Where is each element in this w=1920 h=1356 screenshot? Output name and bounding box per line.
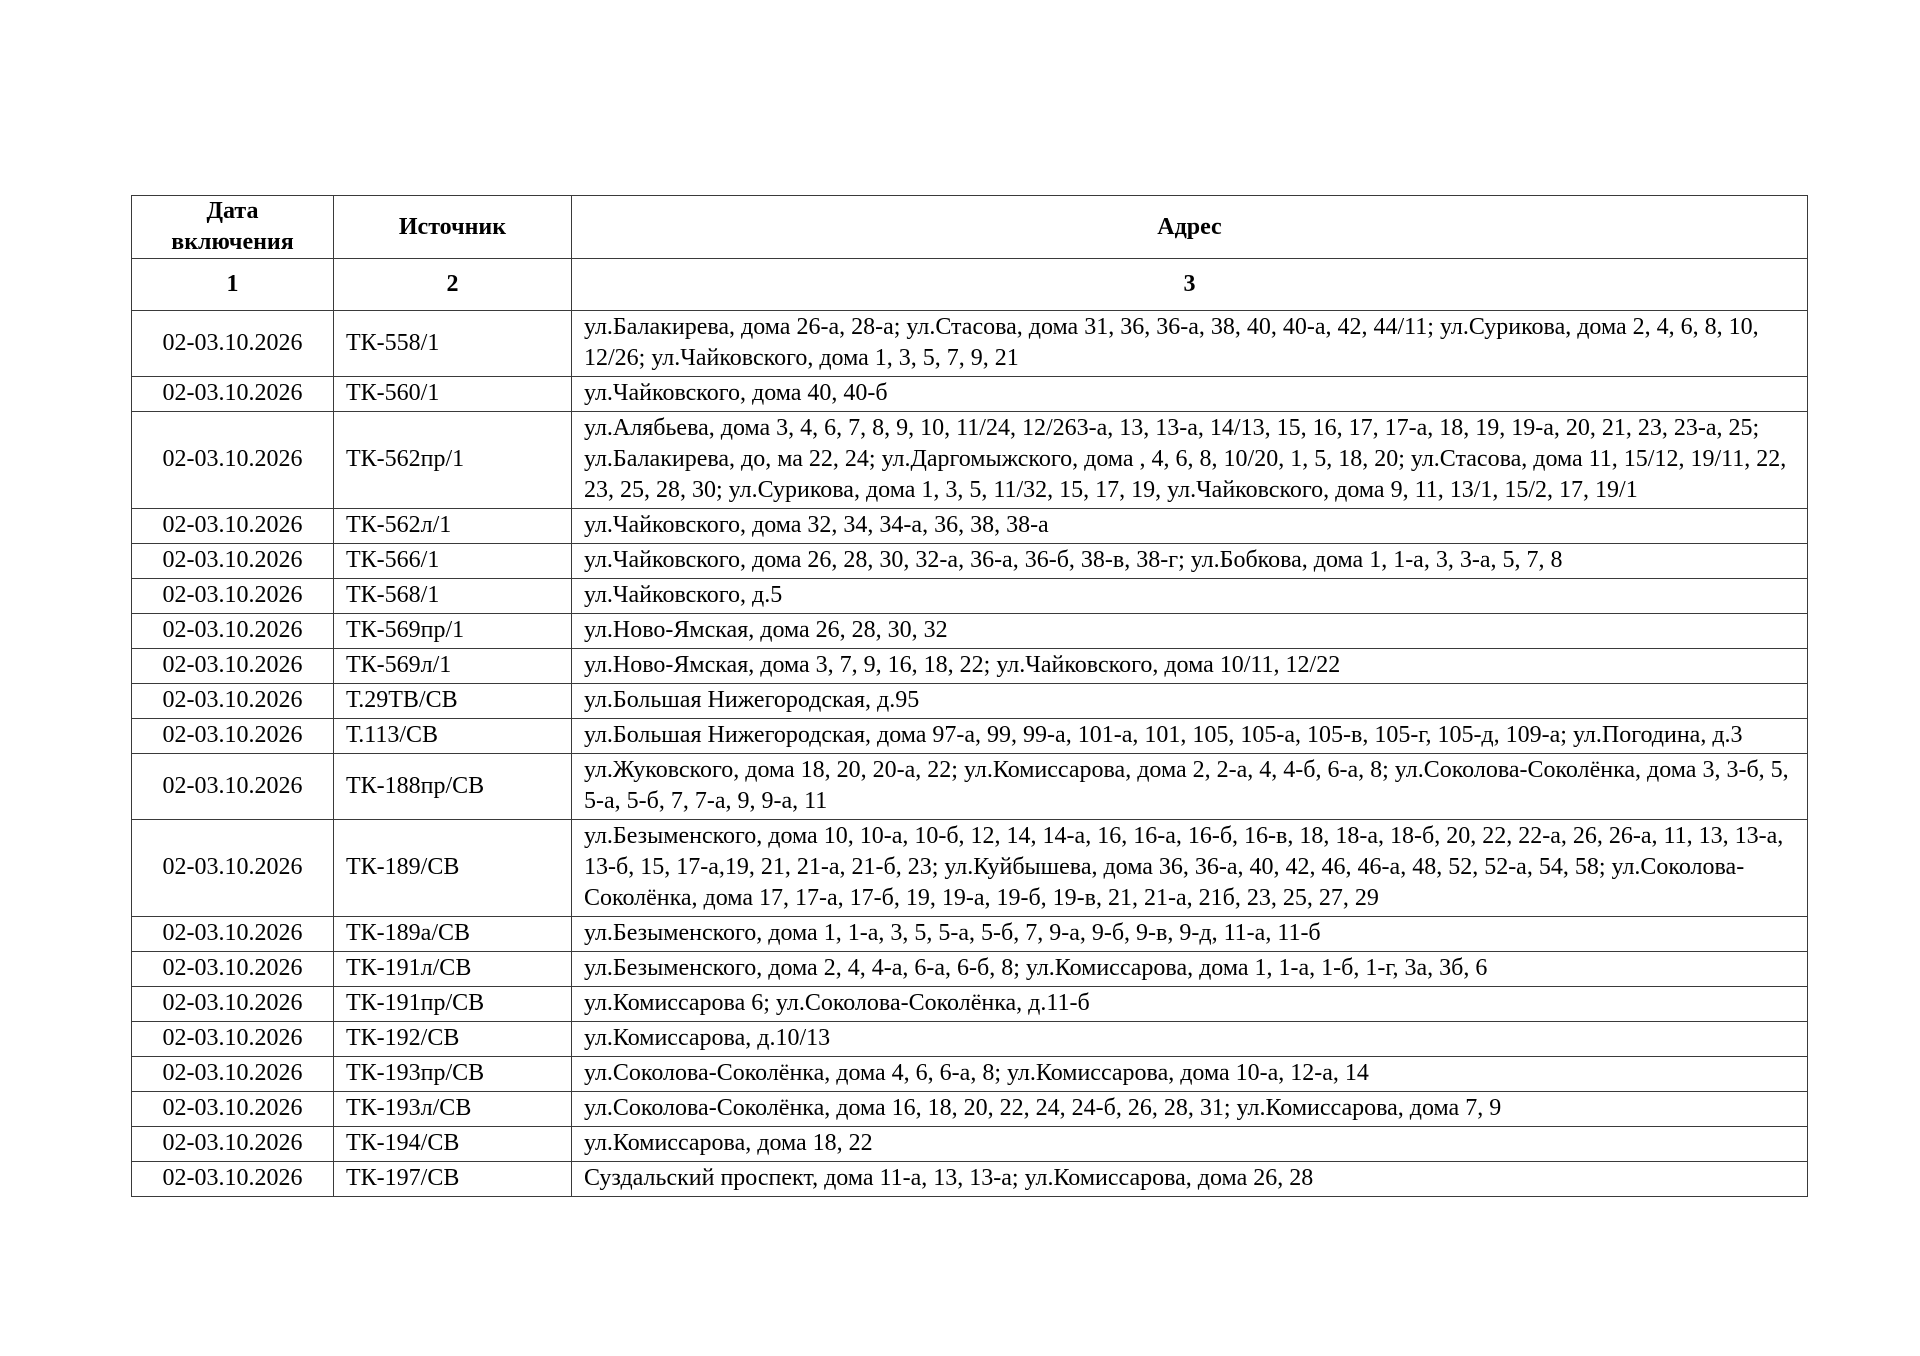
date-cell: 02-03.10.2026 [132,614,334,649]
source-cell: ТК-188пр/СВ [334,754,572,820]
address-cell: ул.Большая Нижегородская, д.95 [572,684,1808,719]
date-cell: 02-03.10.2026 [132,311,334,377]
address-cell: ул.Безыменского, дома 10, 10-а, 10-б, 12, 14, 14-а, 16, 16-а, 16-б, 16-в, 18, 18-а, 18-б, 20, 22, 22-а, 26, 26-а, 11, 13, 13-а, 13-б, 15, 17-а,19, 21, 21-а, 21-б, 23; ул.Куйбышева, дома 36, 36-а, 40, 42, 46, 46-а, 48, 52, 52-а, 54, 58; ул.Соколова-Соколёнка, дома 17, 17-а, 17-б, 19, 19-а, 19-б, 19-в, 21, 21-а, 21б, 23, 25, 27, 29 [572,820,1808,917]
table-row [132,1022,1808,1057]
table-row [132,544,1808,579]
address-cell: ул.Жуковского, дома 18, 20, 20-а, 22; ул.Комиссарова, дома 2, 2-а, 4, 4-б, 6-а, 8; ул.Соколова-Соколёнка, дома 3, 3-б, 5, 5-а, 5-б, 7, 7-а, 9, 9-а, 11 [572,754,1808,820]
table-body [132,311,1808,1197]
address-cell: ул.Алябьева, дома 3, 4, 6, 7, 8, 9, 10, 11/24, 12/263-а, 13, 13-а, 14/13, 15, 16, 17, 17-а, 18, 19, 19-а, 20, 21, 23, 23-а, 25; ул.Балакирева, до, ма 22, 24; ул.Даргомыжского, дома , 4, 6, 8, 10/20, 1, 5, 18, 20; ул.Стасова, дома 11, 15/12, 19/11, 22, 23, 25, 28, 30; ул.Сурикова, дома 1, 3, 5, 11/32, 15, 17, 19, ул.Чайковского, дома 9, 11, 13/1, 15/2, 17, 19/1 [572,412,1808,509]
date-cell: 02-03.10.2026 [132,1127,334,1162]
source-cell: Т.113/СВ [334,719,572,754]
column-number-2: 2 [334,259,572,311]
date-cell: 02-03.10.2026 [132,544,334,579]
source-cell: ТК-558/1 [334,311,572,377]
table-row [132,754,1808,820]
source-cell: ТК-569л/1 [334,649,572,684]
source-cell: ТК-560/1 [334,377,572,412]
schedule-table [131,195,1808,1197]
table-row [132,1057,1808,1092]
source-cell: ТК-192/СВ [334,1022,572,1057]
source-cell: Т.29ТВ/СВ [334,684,572,719]
header-row [132,196,1808,259]
address-cell: ул.Комиссарова, д.10/13 [572,1022,1808,1057]
address-cell: ул.Комиссарова 6; ул.Соколова-Соколёнка, д.11-б [572,987,1808,1022]
source-cell: ТК-566/1 [334,544,572,579]
table-row [132,1127,1808,1162]
table-row [132,1162,1808,1197]
date-cell: 02-03.10.2026 [132,1162,334,1197]
address-cell: ул.Чайковского, дома 26, 28, 30, 32-а, 36-а, 36-б, 38-в, 38-г; ул.Бобкова, дома 1, 1-а, 3, 3-а, 5, 7, 8 [572,544,1808,579]
address-cell: ул.Соколова-Соколёнка, дома 16, 18, 20, 22, 24, 24-б, 26, 28, 31; ул.Комиссарова, дома 7, 9 [572,1092,1808,1127]
table-row [132,820,1808,917]
date-cell: 02-03.10.2026 [132,377,334,412]
table-row [132,649,1808,684]
source-cell: ТК-562л/1 [334,509,572,544]
header-date: Дата включения [132,196,334,259]
table-row [132,509,1808,544]
source-cell: ТК-194/СВ [334,1127,572,1162]
column-number-1: 1 [132,259,334,311]
table-row [132,614,1808,649]
source-cell: ТК-569пр/1 [334,614,572,649]
date-cell: 02-03.10.2026 [132,820,334,917]
address-cell: ул.Балакирева, дома 26-а, 28-а; ул.Стасова, дома 31, 36, 36-а, 38, 40, 40-а, 42, 44/11; ул.Сурикова, дома 2, 4, 6, 8, 10, 12/26; ул.Чайковского, дома 1, 3, 5, 7, 9, 21 [572,311,1808,377]
source-cell: ТК-189а/СВ [334,917,572,952]
date-cell: 02-03.10.2026 [132,719,334,754]
source-cell: ТК-562пр/1 [334,412,572,509]
source-cell: ТК-197/СВ [334,1162,572,1197]
address-cell: ул.Чайковского, дома 40, 40-б [572,377,1808,412]
table-row [132,377,1808,412]
address-cell: ул.Безыменского, дома 2, 4, 4-а, 6-а, 6-б, 8; ул.Комиссарова, дома 1, 1-а, 1-б, 1-г, 3а, 3б, 6 [572,952,1808,987]
address-cell: ул.Безыменского, дома 1, 1-а, 3, 5, 5-а, 5-б, 7, 9-а, 9-б, 9-в, 9-д, 11-а, 11-б [572,917,1808,952]
header-address: Адрес [572,196,1808,259]
source-cell: ТК-193пр/СВ [334,1057,572,1092]
source-cell: ТК-189/СВ [334,820,572,917]
address-cell: ул.Ново-Ямская, дома 26, 28, 30, 32 [572,614,1808,649]
date-cell: 02-03.10.2026 [132,917,334,952]
date-cell: 02-03.10.2026 [132,952,334,987]
date-cell: 02-03.10.2026 [132,754,334,820]
address-cell: ул.Соколова-Соколёнка, дома 4, 6, 6-а, 8; ул.Комиссарова, дома 10-а, 12-а, 14 [572,1057,1808,1092]
column-number-row [132,259,1808,311]
header-source: Источник [334,196,572,259]
address-cell: ул.Чайковского, дома 32, 34, 34-а, 36, 38, 38-а [572,509,1808,544]
source-cell: ТК-191пр/СВ [334,987,572,1022]
source-cell: ТК-568/1 [334,579,572,614]
address-cell: ул.Комиссарова, дома 18, 22 [572,1127,1808,1162]
table-row [132,684,1808,719]
date-cell: 02-03.10.2026 [132,579,334,614]
schedule-table-container [131,195,1808,1197]
table-row [132,311,1808,377]
table-row [132,987,1808,1022]
address-cell: ул.Большая Нижегородская, дома 97-а, 99, 99-а, 101-а, 101, 105, 105-а, 105-в, 105-г, 105-д, 109-а; ул.Погодина, д.3 [572,719,1808,754]
table-row [132,719,1808,754]
date-cell: 02-03.10.2026 [132,1022,334,1057]
table-row [132,579,1808,614]
address-cell: ул.Чайковского, д.5 [572,579,1808,614]
table-row [132,1092,1808,1127]
date-cell: 02-03.10.2026 [132,412,334,509]
source-cell: ТК-193л/СВ [334,1092,572,1127]
address-cell: ул.Ново-Ямская, дома 3, 7, 9, 16, 18, 22; ул.Чайковского, дома 10/11, 12/22 [572,649,1808,684]
date-cell: 02-03.10.2026 [132,684,334,719]
address-cell: Суздальский проспект, дома 11-а, 13, 13-а; ул.Комиссарова, дома 26, 28 [572,1162,1808,1197]
date-cell: 02-03.10.2026 [132,1092,334,1127]
date-cell: 02-03.10.2026 [132,987,334,1022]
table-row [132,412,1808,509]
source-cell: ТК-191л/СВ [334,952,572,987]
date-cell: 02-03.10.2026 [132,509,334,544]
table-row [132,952,1808,987]
column-number-3: 3 [572,259,1808,311]
date-cell: 02-03.10.2026 [132,649,334,684]
table-row [132,917,1808,952]
date-cell: 02-03.10.2026 [132,1057,334,1092]
